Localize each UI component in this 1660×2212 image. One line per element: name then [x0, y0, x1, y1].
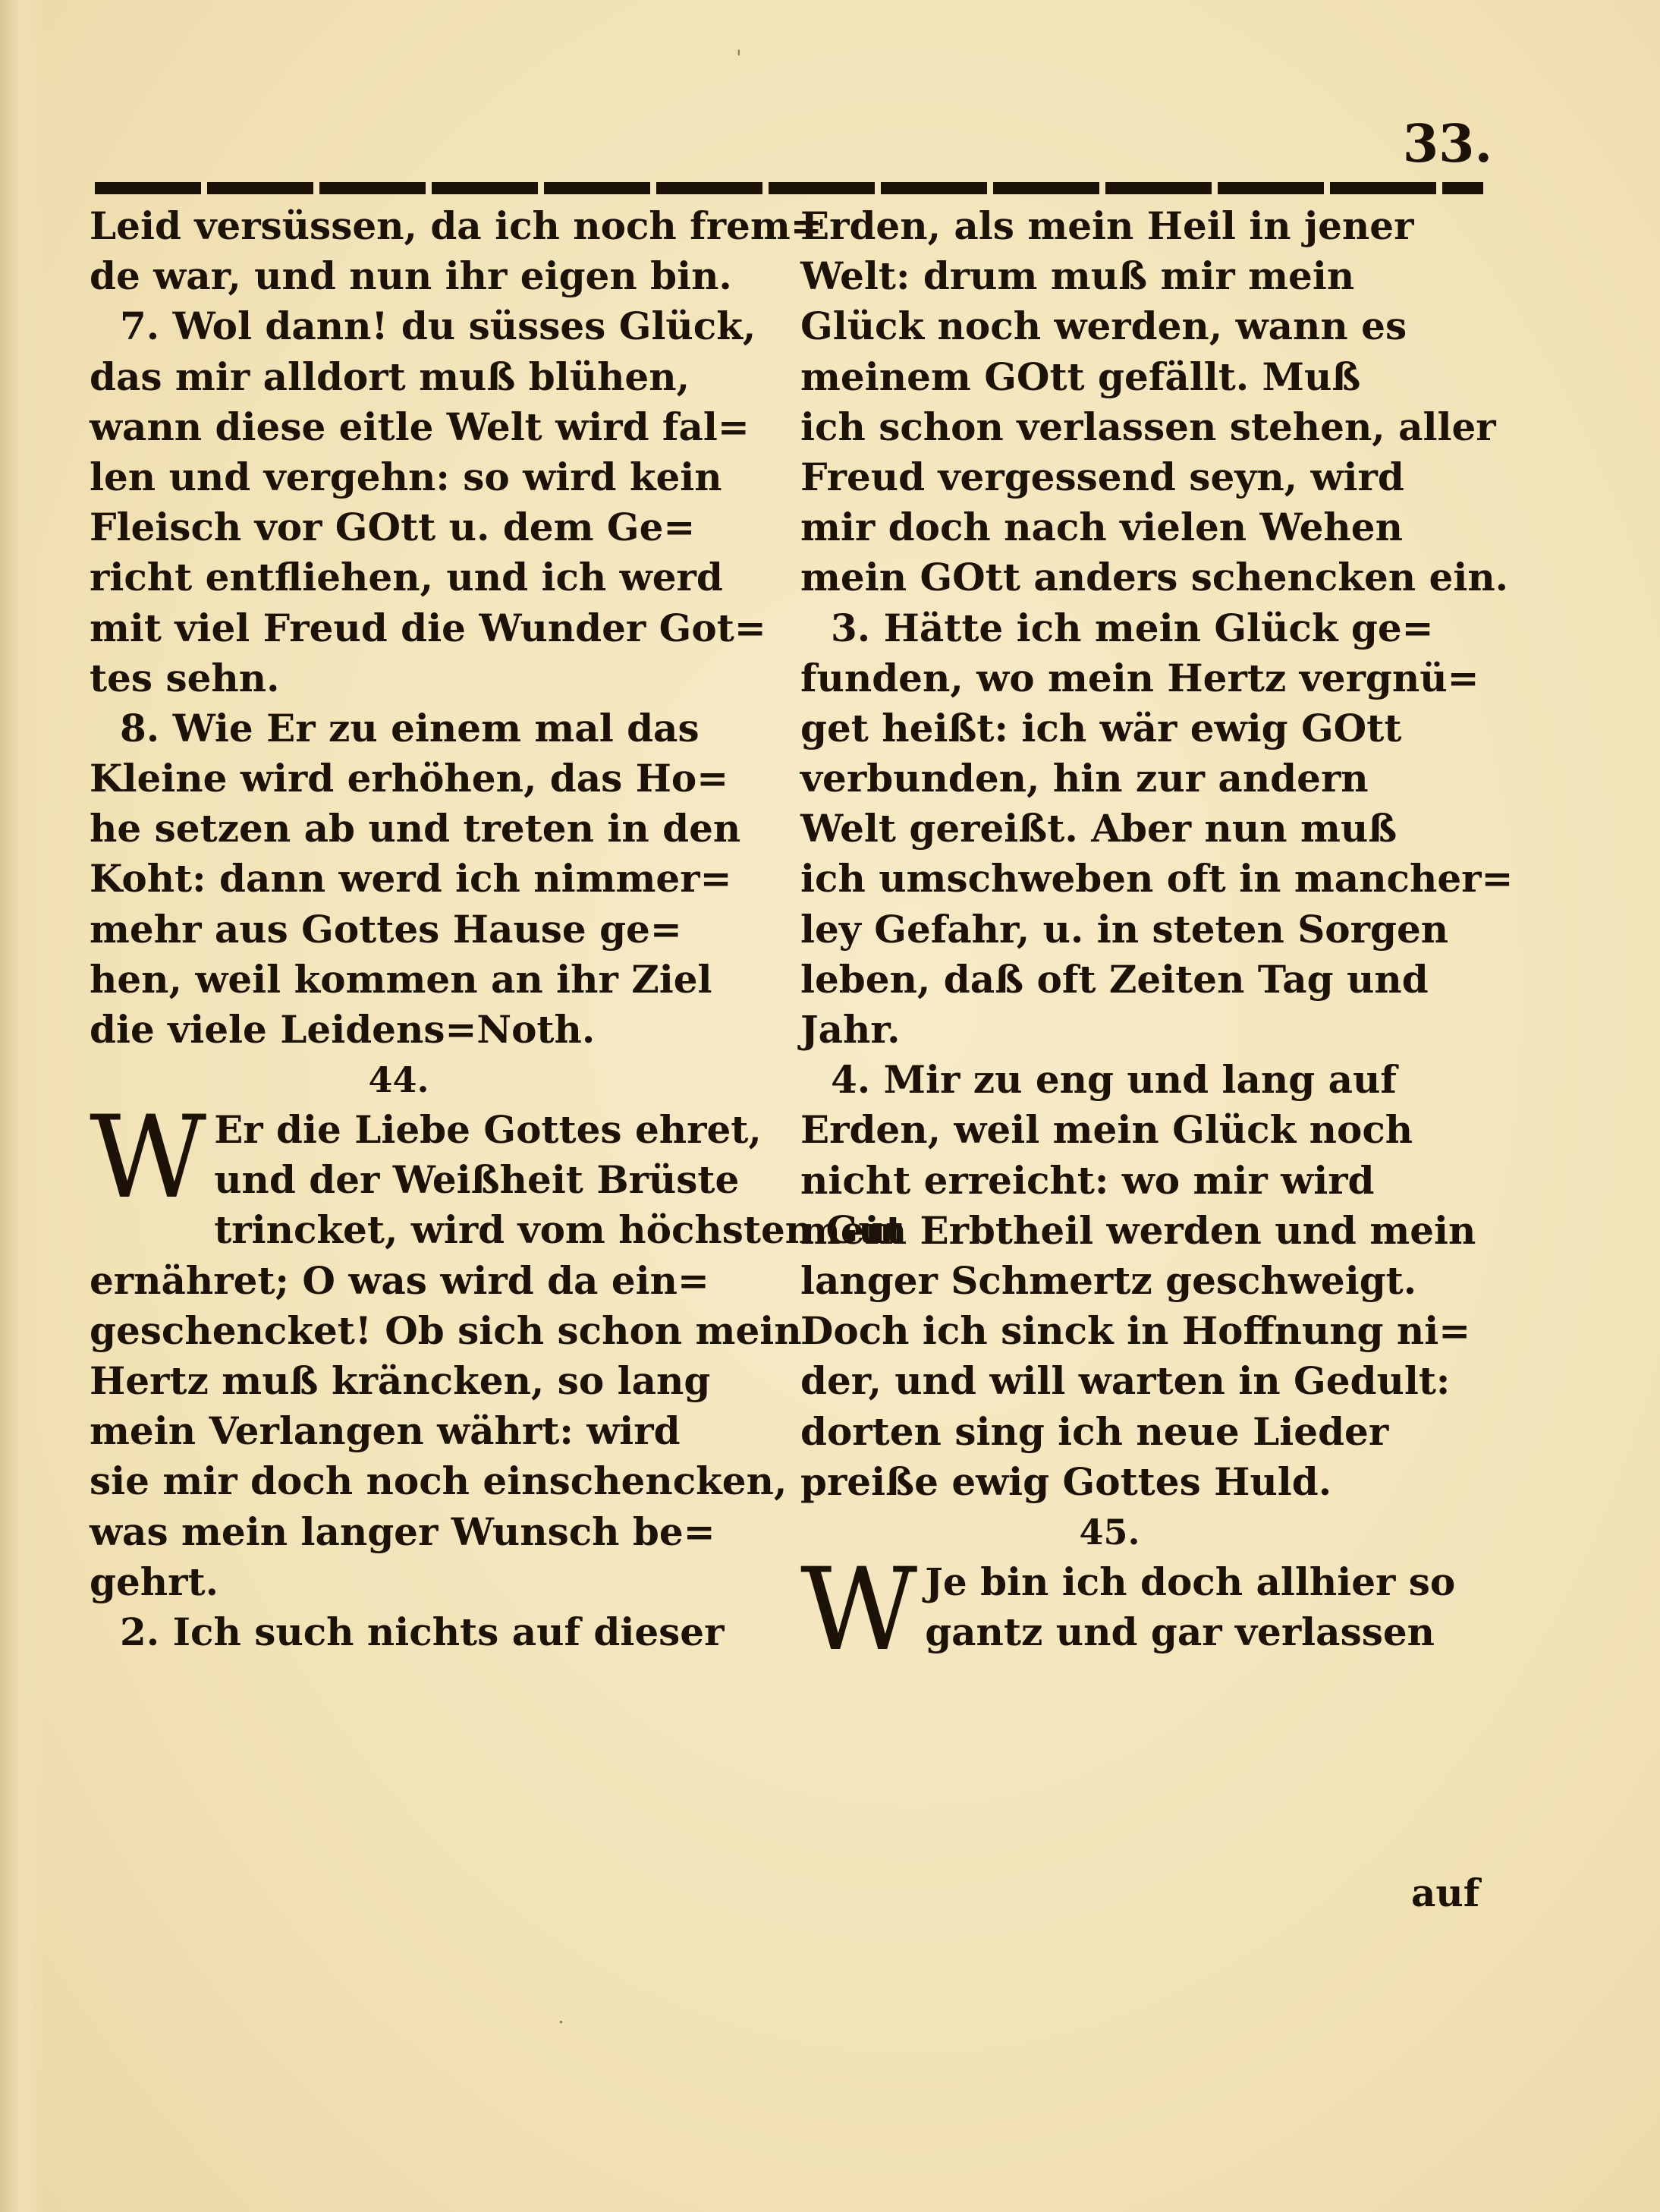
header-rule: [95, 182, 1483, 194]
hymn-44-opening: [90, 1092, 776, 1225]
text-line: mehr aus Gottes Hause ge=: [90, 906, 682, 952]
text-line: funden, wo mein Hertz vergnü=: [800, 655, 1479, 700]
drop-cap-line: gantz und gar verlassen: [925, 1609, 1435, 1655]
text-line: Doch ich sinck in Hoffnung ni=: [800, 1308, 1471, 1354]
hymn-45-opening: [800, 1544, 1487, 1677]
text-line: Welt gereißt. Aber nun muß: [800, 806, 1397, 851]
text-line: gehrt.: [90, 1559, 219, 1604]
left-text-block-b: [90, 1205, 904, 1657]
paper-speck: .: [558, 2003, 564, 2028]
text-line: mein GOtt anders schencken ein.: [800, 555, 1509, 600]
text-line: hen, weil kommen an ihr Ziel: [90, 956, 712, 1002]
text-line: 3. Hätte ich mein Glück ge=: [831, 605, 1434, 650]
text-line: geschencket! Ob sich schon mein: [90, 1307, 802, 1353]
text-line: wann diese eitle Welt wird fal=: [90, 404, 750, 449]
text-line: len und vergehn: so wird kein: [90, 454, 722, 499]
text-line: he setzen ab und treten in den: [90, 806, 741, 851]
drop-cap-line: und der Weißheit Brüste: [214, 1157, 740, 1203]
text-line: 7. Wol dann! du süsses Glück,: [120, 304, 756, 349]
text-line: trincket, wird vom höchsten Gut: [214, 1207, 904, 1253]
text-line: get heißt: ich wär ewig GOtt: [800, 705, 1402, 750]
text-line: mein Erbtheil werden und mein: [800, 1207, 1476, 1253]
text-line: 2. Ich such nichts auf dieser: [120, 1609, 725, 1654]
text-line: Glück noch werden, wann es: [800, 304, 1407, 349]
text-line: 4. Mir zu eng und lang auf: [831, 1057, 1397, 1103]
left-text-block-a: [90, 201, 822, 1055]
text-line: leben, daß oft Zeiten Tag und: [800, 956, 1429, 1002]
paper-speck: ': [736, 46, 742, 71]
hymn-number-45: 45.: [1079, 1511, 1140, 1553]
text-line: preiße ewig Gottes Huld.: [800, 1458, 1332, 1504]
text-line: ich umschweben oft in mancher=: [800, 856, 1514, 901]
text-line: das mir alldort muß blühen,: [90, 354, 690, 399]
drop-cap-line: Er die Liebe Gottes ehret,: [214, 1107, 762, 1153]
text-line: Hertz muß kräncken, so lang: [90, 1358, 711, 1403]
catchword: auf: [1411, 1871, 1480, 1915]
drop-cap-line: Je bin ich doch allhier so: [925, 1559, 1456, 1605]
text-line: Leid versüssen, da ich noch frem=: [90, 203, 822, 248]
text-line: Kleine wird erhöhen, das Ho=: [90, 756, 729, 801]
hymn-number-44: 44.: [368, 1059, 429, 1101]
text-line: Fleisch vor GOtt u. dem Ge=: [90, 505, 696, 550]
text-line: Freud vergessend seyn, wird: [800, 454, 1404, 499]
page-edge-shadow: [0, 0, 46, 2212]
text-line: langer Schmertz geschweigt.: [800, 1257, 1417, 1303]
text-line: 8. Wie Er zu einem mal das: [120, 705, 700, 750]
text-line: die viele Leidens=Noth.: [90, 1007, 596, 1052]
text-line: richt entfliehen, und ich werd: [90, 555, 723, 600]
text-line: ernähret; O was wird da ein=: [90, 1257, 709, 1303]
text-line: Erden, als mein Heil in jener: [800, 203, 1414, 248]
text-line: de war, und nun ihr eigen bin.: [90, 253, 732, 299]
text-line: was mein langer Wunsch be=: [90, 1509, 715, 1554]
drop-cap: W: [800, 1544, 918, 1677]
right-column: [800, 201, 1514, 1677]
text-line: sie mir doch noch einschencken,: [90, 1458, 788, 1504]
text-line: mit viel Freud die Wunder Got=: [90, 605, 766, 650]
text-line: meinem GOtt gefällt. Muß: [800, 354, 1361, 399]
page-number: 33.: [1402, 114, 1493, 175]
right-text-block-a: [800, 201, 1514, 1507]
drop-cap: W: [90, 1092, 207, 1225]
text-line: Erden, weil mein Glück noch: [800, 1107, 1413, 1153]
text-line: dorten sing ich neue Lieder: [800, 1408, 1389, 1454]
text-line: mir doch nach vielen Wehen: [800, 505, 1403, 550]
text-line: tes sehn.: [90, 655, 280, 700]
text-line: der, und will warten in Gedult:: [800, 1358, 1451, 1404]
text-line: Koht: dann werd ich nimmer=: [90, 856, 732, 901]
text-line: mein Verlangen währt: wird: [90, 1408, 681, 1454]
text-line: Welt: drum muß mir mein: [800, 253, 1355, 299]
text-line: nicht erreicht: wo mir wird: [800, 1157, 1375, 1203]
text-line: ich schon verlassen stehen, aller: [800, 404, 1496, 449]
text-line: verbunden, hin zur andern: [800, 756, 1369, 801]
text-line: Jahr.: [800, 1007, 901, 1052]
text-line: ley Gefahr, u. in steten Sorgen: [800, 906, 1449, 952]
